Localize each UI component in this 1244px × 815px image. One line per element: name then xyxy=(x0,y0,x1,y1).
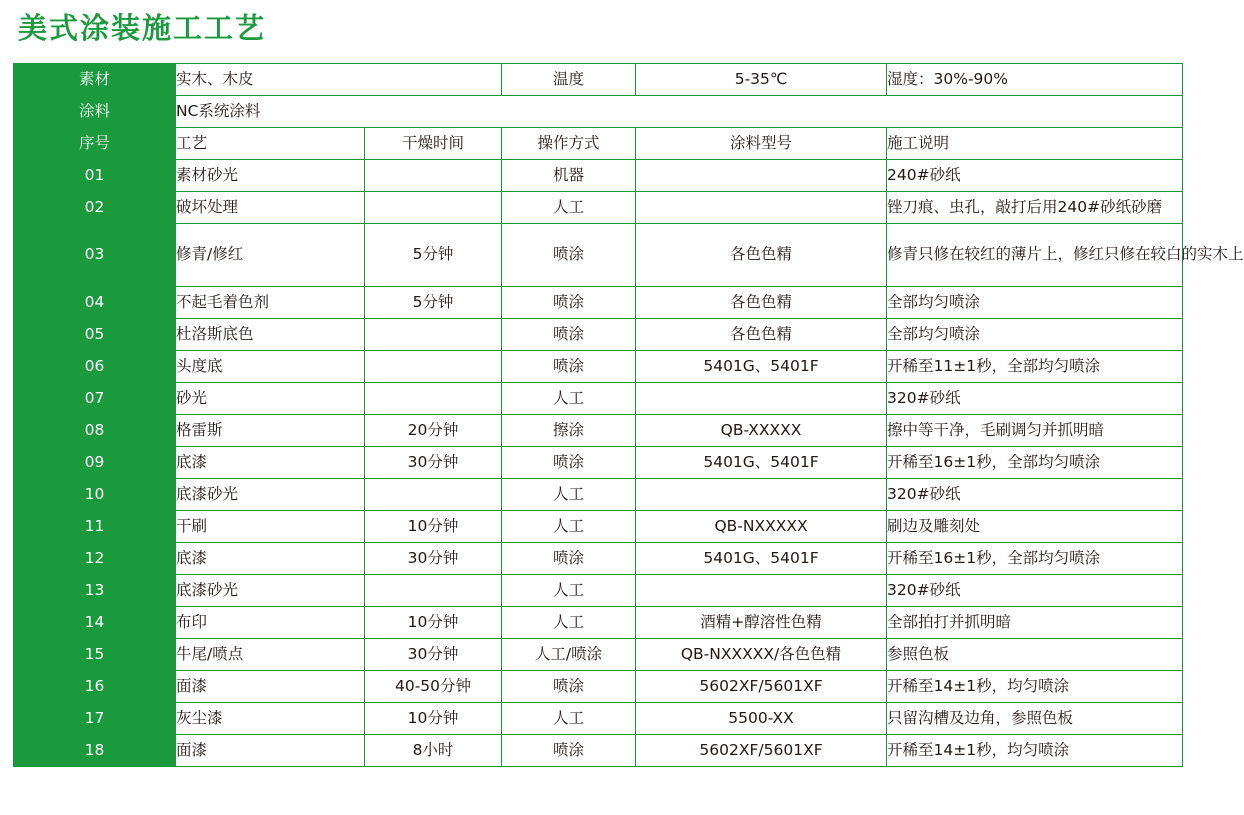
step-method: 人工 xyxy=(502,192,636,224)
step-dry-time: 20分钟 xyxy=(365,415,502,447)
step-instructions: 开稀至14±1秒，均匀喷涂 xyxy=(887,671,1183,703)
step-process: 格雷斯 xyxy=(176,415,365,447)
step-index: 03 xyxy=(14,224,176,287)
table-row xyxy=(14,735,1183,767)
table-row xyxy=(14,160,1183,192)
step-method: 人工 xyxy=(502,575,636,607)
step-instructions: 只留沟槽及边角，参照色板 xyxy=(887,703,1183,735)
step-process: 面漆 xyxy=(176,735,365,767)
step-dry-time: 5分钟 xyxy=(365,224,502,287)
step-dry-time xyxy=(365,575,502,607)
table-row xyxy=(14,543,1183,575)
process-table xyxy=(13,63,1244,767)
page-title: 美式涂装施工工艺 xyxy=(18,11,267,45)
coating-row xyxy=(14,96,1183,128)
step-index: 14 xyxy=(14,607,176,639)
step-index: 06 xyxy=(14,351,176,383)
step-coating-model xyxy=(636,160,887,192)
step-method: 擦涂 xyxy=(502,415,636,447)
header-row xyxy=(14,128,1183,160)
step-dry-time: 30分钟 xyxy=(365,447,502,479)
step-index: 05 xyxy=(14,319,176,351)
step-instructions: 全部均匀喷涂 xyxy=(887,287,1183,319)
step-instructions: 240#砂纸 xyxy=(887,160,1183,192)
step-index: 01 xyxy=(14,160,176,192)
temperature-value: 5-35℃ xyxy=(636,64,887,96)
step-coating-model xyxy=(636,383,887,415)
step-instructions: 开稀至14±1秒，均匀喷涂 xyxy=(887,735,1183,767)
material-value: 实木、木皮 xyxy=(176,64,502,96)
step-method: 喷涂 xyxy=(502,351,636,383)
step-index: 09 xyxy=(14,447,176,479)
step-index: 10 xyxy=(14,479,176,511)
step-method: 喷涂 xyxy=(502,224,636,287)
step-instructions: 参照色板 xyxy=(887,639,1183,671)
material-row xyxy=(14,64,1183,96)
step-process: 修青/修红 xyxy=(176,224,365,287)
step-index: 08 xyxy=(14,415,176,447)
step-instructions: 全部均匀喷涂 xyxy=(887,319,1183,351)
step-dry-time xyxy=(365,383,502,415)
step-instructions: 320#砂纸 xyxy=(887,575,1183,607)
step-process: 砂光 xyxy=(176,383,365,415)
table-row xyxy=(14,607,1183,639)
step-dry-time: 10分钟 xyxy=(365,607,502,639)
step-instructions: 刷边及雕刻处 xyxy=(887,511,1183,543)
step-dry-time xyxy=(365,351,502,383)
step-instructions: 320#砂纸 xyxy=(887,479,1183,511)
step-method: 人工/喷涂 xyxy=(502,639,636,671)
table-row xyxy=(14,192,1183,224)
step-process: 干刷 xyxy=(176,511,365,543)
step-coating-model xyxy=(636,575,887,607)
step-method: 喷涂 xyxy=(502,735,636,767)
step-index: 18 xyxy=(14,735,176,767)
step-index: 11 xyxy=(14,511,176,543)
step-dry-time xyxy=(365,192,502,224)
step-dry-time: 10分钟 xyxy=(365,511,502,543)
step-process: 底漆 xyxy=(176,543,365,575)
step-method: 喷涂 xyxy=(502,287,636,319)
step-process: 底漆砂光 xyxy=(176,479,365,511)
step-dry-time: 40-50分钟 xyxy=(365,671,502,703)
header-method: 操作方式 xyxy=(502,128,636,160)
step-index: 02 xyxy=(14,192,176,224)
step-process: 头度底 xyxy=(176,351,365,383)
step-index: 07 xyxy=(14,383,176,415)
step-process: 底漆 xyxy=(176,447,365,479)
step-method: 人工 xyxy=(502,383,636,415)
table-row xyxy=(14,479,1183,511)
step-method: 喷涂 xyxy=(502,543,636,575)
step-instructions: 开稀至16±1秒，全部均匀喷涂 xyxy=(887,543,1183,575)
step-method: 人工 xyxy=(502,479,636,511)
step-dry-time xyxy=(365,160,502,192)
step-method: 喷涂 xyxy=(502,447,636,479)
table-row xyxy=(14,671,1183,703)
step-instructions: 锉刀痕、虫孔，敲打后用240#砂纸砂磨 xyxy=(887,192,1183,224)
header-coating-model: 涂料型号 xyxy=(636,128,887,160)
step-coating-model: 各色色精 xyxy=(636,224,887,287)
step-process: 破坏处理 xyxy=(176,192,365,224)
step-method: 人工 xyxy=(502,511,636,543)
step-coating-model: 5401G、5401F xyxy=(636,543,887,575)
step-instructions: 修青只修在较红的薄片上，修红只修在较白的实木上 xyxy=(887,224,1183,287)
step-coating-model: 5602XF/5601XF xyxy=(636,735,887,767)
step-process: 灰尘漆 xyxy=(176,703,365,735)
step-coating-model: 5602XF/5601XF xyxy=(636,671,887,703)
table-row xyxy=(14,287,1183,319)
header-instructions: 施工说明 xyxy=(887,128,1183,160)
step-instructions: 320#砂纸 xyxy=(887,383,1183,415)
step-process: 布印 xyxy=(176,607,365,639)
header-index: 序号 xyxy=(14,128,176,160)
step-method: 喷涂 xyxy=(502,319,636,351)
step-dry-time: 10分钟 xyxy=(365,703,502,735)
step-coating-model: QB-NXXXXX xyxy=(636,511,887,543)
humidity-value: 湿度：30%-90% xyxy=(887,64,1183,96)
table-row xyxy=(14,575,1183,607)
step-index: 13 xyxy=(14,575,176,607)
coating-label: 涂料 xyxy=(14,96,176,128)
step-method: 人工 xyxy=(502,703,636,735)
step-process: 不起毛着色剂 xyxy=(176,287,365,319)
step-coating-model: 各色色精 xyxy=(636,319,887,351)
step-coating-model: 酒精+醇溶性色精 xyxy=(636,607,887,639)
step-method: 人工 xyxy=(502,607,636,639)
step-coating-model: QB-NXXXXX/各色色精 xyxy=(636,639,887,671)
step-method: 机器 xyxy=(502,160,636,192)
step-process: 底漆砂光 xyxy=(176,575,365,607)
step-index: 17 xyxy=(14,703,176,735)
step-coating-model: 5401G、5401F xyxy=(636,447,887,479)
step-instructions: 擦中等干净，毛刷调匀并抓明暗 xyxy=(887,415,1183,447)
temperature-label: 温度 xyxy=(502,64,636,96)
step-coating-model: 各色色精 xyxy=(636,287,887,319)
step-coating-model: QB-XXXXX xyxy=(636,415,887,447)
step-index: 12 xyxy=(14,543,176,575)
step-process: 面漆 xyxy=(176,671,365,703)
step-dry-time: 30分钟 xyxy=(365,639,502,671)
table-row xyxy=(14,447,1183,479)
coating-value: NC系统涂料 xyxy=(176,96,1183,128)
step-instructions: 开稀至16±1秒，全部均匀喷涂 xyxy=(887,447,1183,479)
table-row xyxy=(14,383,1183,415)
step-instructions: 全部拍打并抓明暗 xyxy=(887,607,1183,639)
step-index: 15 xyxy=(14,639,176,671)
step-coating-model: 5500-XX xyxy=(636,703,887,735)
material-label: 素材 xyxy=(14,64,176,96)
step-method: 喷涂 xyxy=(502,671,636,703)
step-process: 牛尾/喷点 xyxy=(176,639,365,671)
step-dry-time: 8小时 xyxy=(365,735,502,767)
table-row xyxy=(14,351,1183,383)
table-row xyxy=(14,319,1183,351)
step-dry-time: 30分钟 xyxy=(365,543,502,575)
table-row xyxy=(14,639,1183,671)
step-instructions: 开稀至11±1秒，全部均匀喷涂 xyxy=(887,351,1183,383)
table-row xyxy=(14,703,1183,735)
header-process: 工艺 xyxy=(176,128,365,160)
step-dry-time xyxy=(365,319,502,351)
step-coating-model xyxy=(636,479,887,511)
step-process: 素材砂光 xyxy=(176,160,365,192)
table-row xyxy=(14,415,1183,447)
step-dry-time: 5分钟 xyxy=(365,287,502,319)
header-dry-time: 干燥时间 xyxy=(365,128,502,160)
step-coating-model: 5401G、5401F xyxy=(636,351,887,383)
step-index: 16 xyxy=(14,671,176,703)
step-process: 杜洛斯底色 xyxy=(176,319,365,351)
table-row xyxy=(14,224,1183,287)
step-index: 04 xyxy=(14,287,176,319)
table-row xyxy=(14,511,1183,543)
step-coating-model xyxy=(636,192,887,224)
step-dry-time xyxy=(365,479,502,511)
